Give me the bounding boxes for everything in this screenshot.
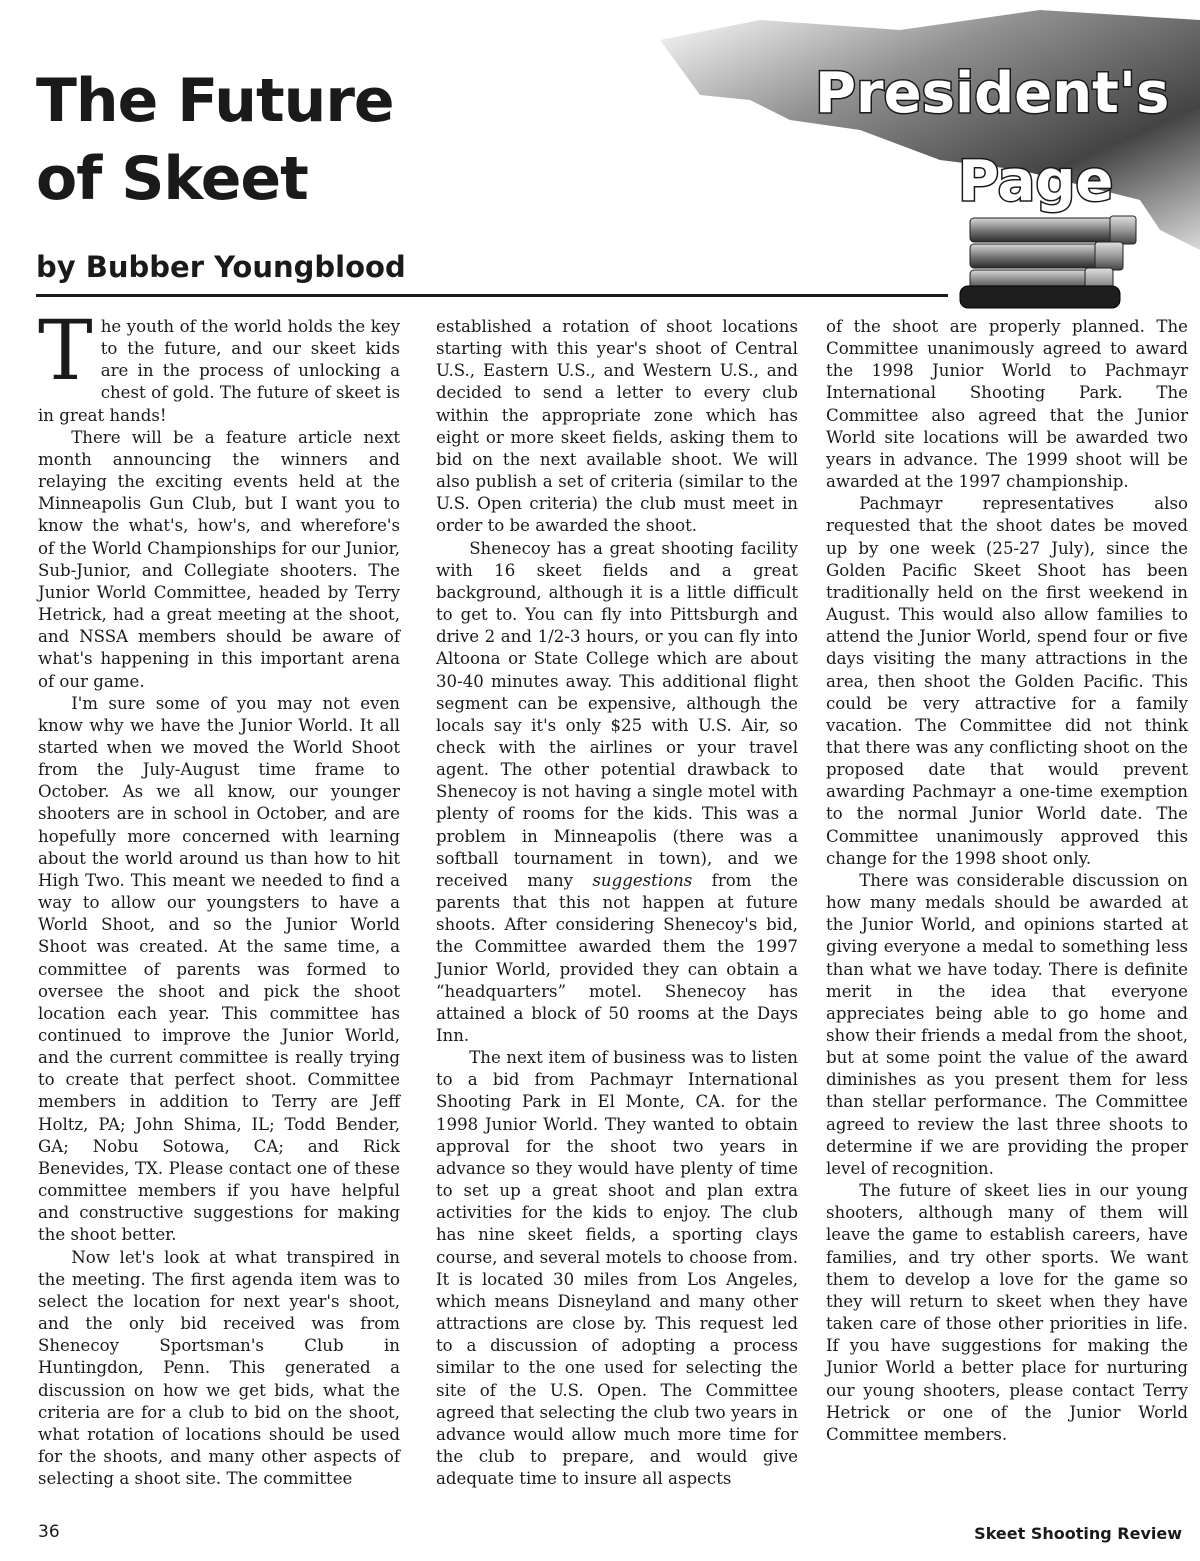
banner-line-2: Page: [958, 149, 1114, 214]
col2-paragraph-3: The next item of business was to listen to a bid from Pachmayr International Shooting Park in El Monte, CA. for the 1998 Junior World. They wanted to obtain approval for the shoot two years in advance so they would have plenty of time to set up a great shoot and plan extra activities for the kids to enjoy. The club has nine skeet fields, a sporting clays course, and several motels to choose from. It is located 30 miles from Los Angeles, which means Disneyland and many other attractions are close by. This request led to a discussion of adopting a process similar to the one used for selecting the site of the U.S. Open. The Committee agreed that selecting the club two years in advance would allow much more time for the club to prepare, and would give adequate time to insure all aspects: [436, 1048, 798, 1489]
col2-paragraph-2: [436, 538, 798, 1048]
presidents-page-banner: [640, 0, 1200, 320]
page-number: 36: [38, 1522, 60, 1542]
publication-name: Skeet Shooting Review: [974, 1524, 1182, 1543]
banner-line-1: President's: [815, 61, 1170, 126]
shell-4: [960, 286, 1120, 308]
col3-paragraph-3: There was considerable discussion on how many medals should be awarded at the Junior World, and opinions started at giving everyone a medal to something less than what we have today. There is definite merit in the idea that everyone appreciates being able to go home and show their friends a medal from the shoot, but at some point the value of the award diminishes as you present them for less than stellar performance. The Committee agreed to review the last three shoots to determine if we are providing the proper level of recognition.: [826, 870, 1188, 1178]
column-3: [826, 316, 1188, 1446]
shotgun-shells-icon: [960, 216, 1136, 308]
shell-1: [970, 218, 1130, 242]
title-line-1: The Future: [36, 66, 394, 136]
drop-cap: T: [38, 304, 93, 399]
col3-paragraph-1: of the shoot are properly planned. The Committee unanimously agreed to award the 1998 Junior World to Pachmayr International Shooting Park. The Committee also agreed that the Junior World site locations will be awarded two years in advance. The 1999 shoot will be awarded at the 1997 championship.: [826, 317, 1188, 492]
col2-p2-end: from the parents that this not happen at future shoots. After considering Shenecoy's bid, the Committee awarded them the 1997 Junior World, provided they can obtain a “headquarters” motel. Shenecoy has attained a block of 50 rooms at the Days Inn.: [436, 870, 798, 1045]
banner-cloud: [660, 10, 1200, 250]
col2-p2-emphasis: suggestions: [592, 870, 693, 890]
col1-paragraph-3: I'm sure some of you may not even know why we have the Junior World. It all started when we moved the World Shoot from the July-August time frame to October. As we all know, our younger shooters are in school in October, and are hopefully more concerned with learning about the world around us than how to hit High Two. This meant we needed to find a way to allow our youngsters to have a World Shoot, and so the Junior World Shoot was created. At the same time, a committee of parents was formed to oversee the shoot and pick the shoot location each year. This committee has continued to improve the Junior World, and the current committee is really trying to create that perfect shoot. Committee members in addition to Terry are Jeff Holtz, PA; John Shima, IL; Todd Bender, GA; Nobu Sotowa, CA; and Rick Benevides, TX. Please contact one of these committee members if you have helpful and constructive suggestions for making the shoot better.: [38, 693, 400, 1245]
article-title: [36, 62, 394, 218]
col3-paragraph-2: Pachmayr representatives also requested that the shoot dates be moved up by one week (25-27 July), since the Golden Pacific Skeet Shoot has been traditionally held on the first weekend in August. This would also allow families to attend the Junior World, spend four or five days visiting the many attractions in the area, then shoot the Golden Pacific. This could be very attractive for a family vacation. The Committee did not think that there was any conflicting shoot on the proposed date that would prevent awarding Pachmayr a one-time exemption to the normal Junior World date. The Committee unanimously approved this change for the 1998 shoot only.: [826, 494, 1188, 868]
column-1: [38, 304, 400, 1490]
col2-paragraph-1: established a rotation of shoot locations starting with this year's shoot of Central U.S., Eastern U.S., and Western U.S., and decided to send a letter to every club within the appropriate zone which has eight or more skeet fields, asking them to bid on the next available shoot. We will also publish a set of criteria (similar to the U.S. Open criteria) the club must meet in order to be awarded the shoot.: [436, 317, 798, 536]
col1-paragraph-2: There will be a feature article next month announcing the winners and relaying the exciting events held at the Minneapolis Gun Club, but I want you to know the what's, how's, and wherefore's of the World Championships for our Junior, Sub-Junior, and Collegiate shooters. The Junior World Committee, headed by Terry Hetrick, had a great meeting at the shoot, and NSSA members should be aware of what's happening in this important arena of our game.: [38, 427, 400, 691]
col1-paragraph-1: [38, 304, 400, 427]
col2-p2-text: Shenecoy has a great shooting facility with 16 skeet fields and a great background, although it is a little difficult to get to. You can fly into Pittsburgh and drive 2 and 1/2-3 hours, or you can fly into Altoona or State College which are about 30-40 minutes away. This additional flight segment can be expensive, although the locals say it's only $25 with U.S. Air, so check with the airlines or your travel agent. The other potential drawback to Shenecoy is not having a single motel with plenty of rooms for the kids. This was a problem in Minneapolis (there was a softball tournament in town), and we received many: [436, 538, 798, 890]
shell-1-brass: [1110, 216, 1136, 244]
shell-2-brass: [1095, 242, 1123, 270]
column-2: [436, 316, 798, 1490]
col1-p1-text: he youth of the world holds the key to the future, and our skeet kids are in the process of unlocking a chest of gold. The future of skeet is in great hands!: [38, 317, 400, 425]
title-line-2: of Skeet: [36, 144, 308, 214]
byline: by Bubber Youngblood: [36, 250, 406, 284]
col3-paragraph-4: The future of skeet lies in our young shooters, although many of them will leave the game to establish careers, have families, and try other sports. We want them to develop a love for the game so they will return to skeet when they have taken care of those other priorities in life. If you have suggestions for making the Junior World a better place for nurturing our young shooters, please contact Terry Hetrick or one of the Junior World Committee members.: [826, 1181, 1188, 1444]
col1-paragraph-4: Now let's look at what transpired in the meeting. The first agenda item was to select the location for next year's shoot, and the only bid received was from Shenecoy Sportsman's Club in Huntingdon, Penn. This generated a discussion on how we get bids, what the criteria are for a club to bid on the shoot, what rotation of locations should be used for the shoots, and many other aspects of selecting a shoot site. The committee: [38, 1247, 400, 1489]
